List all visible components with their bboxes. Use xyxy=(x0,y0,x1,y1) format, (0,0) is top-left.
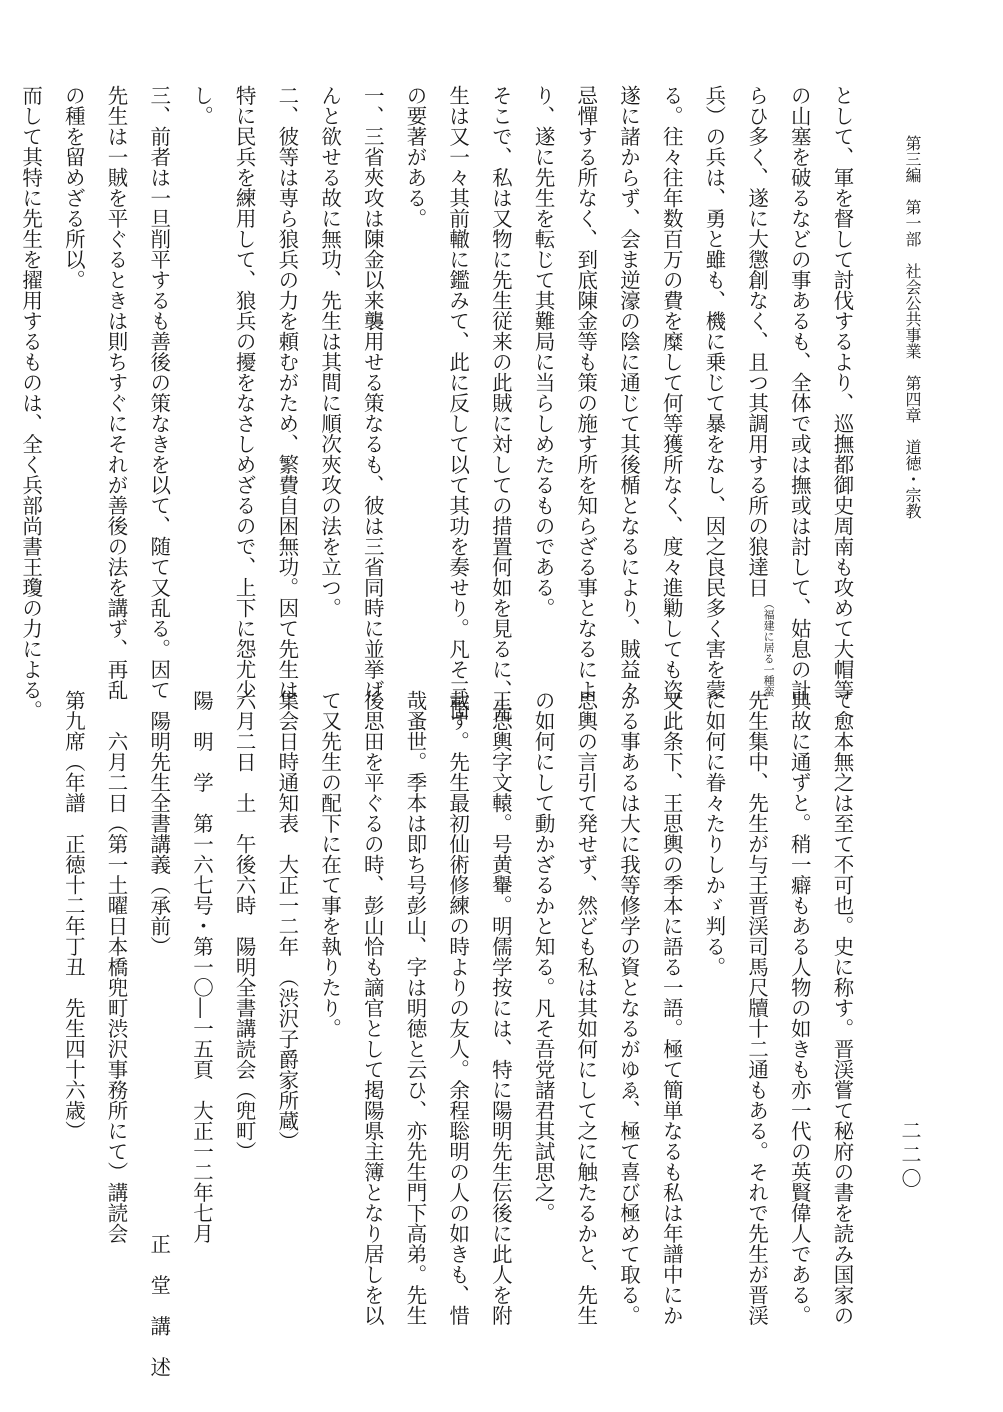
text-line: の要著がある。 xyxy=(402,85,427,229)
text-line: んと欲せる故に無功、先生は其間に順次夾攻の法を立つ。 xyxy=(317,85,342,618)
text-line: 而して其特に先生を擢用するものは、全く兵部尚書王瓊の力による。 xyxy=(18,85,43,721)
notice-table-title: 集会日時通知表 大正一二年 （渋沢子爵家所蔵） xyxy=(274,690,299,1152)
text-line: 哉蚤世。季本は即ち号彭山、字は明徳と云ひ、亦先生門下高弟。先生 xyxy=(402,690,427,1326)
text-line xyxy=(0,85,9,675)
text-line: の如何にして動かざるかと知る。凡そ吾党諸君其試思之。 xyxy=(531,690,556,1223)
lecture-session: 六月二日（第一土曜日本橋兜町渋沢事務所にて）講読会 xyxy=(104,690,129,1244)
text-line: て又先生の配下に在て事を執りたり。 xyxy=(317,690,342,1039)
text-line: に如何に眷々たりしかゞ判る。 xyxy=(701,690,726,977)
text-line: 一、三省夾攻は陳金以来襲用せる策なるも、彼は三省同時に並挙げ xyxy=(360,85,385,700)
text-line: て愈本無之は至て不可也。史に称す。晋渓嘗て秘府の書を読み国家の xyxy=(830,690,854,1326)
running-header: 第三編 第一部 社会公共事業 第四章 道徳・宗教 xyxy=(903,135,922,519)
text-line: 又此条下、王思輿の季本に語る一語。極て簡単なるも私は年譜中にか xyxy=(659,690,684,1326)
text-line: 後思田を平ぐるの時、彭山恰も謫官として掲陽県主簿となり居しを以 xyxy=(360,690,385,1326)
lecture-seat: 第九席（年譜 正徳十二年丁丑 先生四十六歳） xyxy=(61,690,86,1141)
text-line: 三、前者は一旦削平するも善後の策なきを以て、随て又乱る。因て xyxy=(146,85,171,700)
text-line: る。往々往年数百万の費を糜して何等獲所なく、度々進勦しても盗 xyxy=(659,85,684,700)
upper-text-block xyxy=(18,85,863,721)
text-line: 王思輿字文轅。号黄轝。明儒学按には、特に陽明先生伝後に此人を附 xyxy=(488,690,513,1326)
page-number: 二二〇 xyxy=(898,1120,922,1192)
lower-text-block xyxy=(61,690,863,1377)
text-line: 二、彼等は専ら狼兵の力を頼むがため、繁費自困無功。因て先生は xyxy=(274,85,299,700)
notice-entry: 六月二日 土 午後六時 陽明全書講読会（兜町） xyxy=(232,690,257,1162)
text-line: 兵）の兵は、勇と雖も、機に乗じて暴をなし、因之良民多く害を蒙 xyxy=(701,85,726,700)
text-line: り、遂に先生を転じて其難局に当らしめたるものである。 xyxy=(531,85,556,618)
inline-note: （福建に居る一種蛮 xyxy=(762,597,776,697)
lecture-title: 陽明先生全書講義（承前） 正 堂 講 述 xyxy=(146,690,171,1377)
text-line: かる事あるは大に我等修学の資となるがゆゑ、極て喜び極めて取る。 xyxy=(616,690,641,1326)
text-line: 特に民兵を練用して、狼兵の擾をなさしめざるので、上下に怨尤少 xyxy=(232,85,257,700)
text-line: 載す。先生最初仙術修練の時よりの友人。余程聡明の人の如きも、惜 xyxy=(445,690,470,1326)
text-line: の山塞を破るなどの事あるも、全体で或は撫或は討して、姑息の計 xyxy=(787,85,812,700)
text-line: らひ多く、遂に大懲創なく、且つ其調用する所の狼達日（福建に居る一種蛮 xyxy=(744,85,776,697)
text-line: 先生集中、先生が与王晋渓司馬尺牘十二通もある。それで先生が晋渓 xyxy=(744,690,769,1326)
text-line: し。 xyxy=(189,85,214,126)
text-line: 忌憚する所なく、到底陳金等も策の施す所を知らざる事となるによ xyxy=(573,85,598,700)
text-line: 典故に通ずと。稍一癖もある人物の如きも亦一代の英賢偉人である。 xyxy=(787,690,812,1326)
text-line: 生は又一々其前轍に鑑みて、此に反して以て其功を奏せり。凡そ三箇 xyxy=(445,85,470,721)
text-line: として、軍を督して討伐するより、巡撫都御史周南も攻めて大帽等 xyxy=(830,85,854,700)
text-line: 遂に諸からず、会ま逆濠の陰に通じて其後楯となるにより、賊益々 xyxy=(616,85,641,700)
text-line: そこで、私は又物に先生従来の此賊に対しての措置何如を見るに、先 xyxy=(488,85,513,721)
journal-title: 陽 明 学 第一六七号・第一〇―一五頁 大正一二年七月 xyxy=(189,690,214,1244)
text-line: 先生は一賊を平ぐるときは則ちすぐにそれが善後の法を講ず、再乱 xyxy=(104,85,129,700)
text-line: 思輿の言引て発せず、然ども私は其如何にして之に触たるかと、先生 xyxy=(573,690,598,1326)
text-line: の種を留めざる所以。 xyxy=(61,85,86,290)
